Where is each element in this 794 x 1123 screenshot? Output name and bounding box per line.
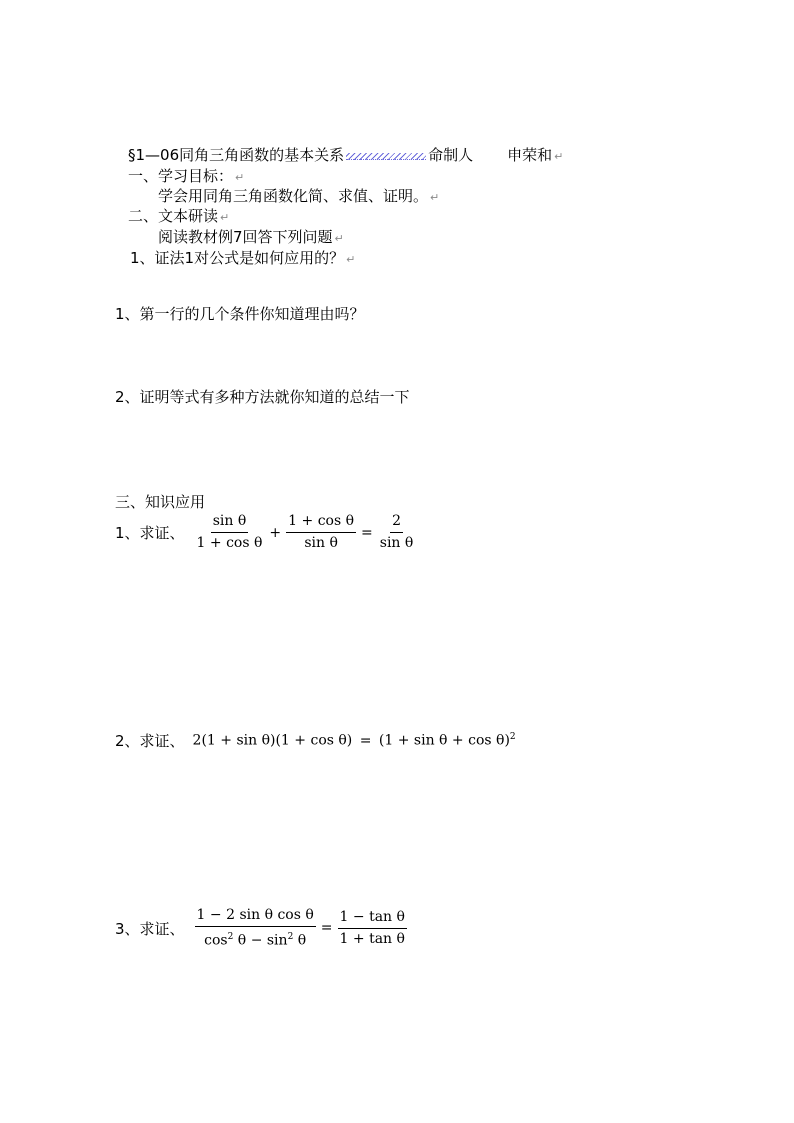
question-item: 1、第一行的几个条件你知道理由吗？ [115,305,365,323]
equation: $\frac{\text{sin θ}}{\text{1 + cos θ}}$ + $\frac{\text{1 + cos θ}}{\text{sin θ}}$ = $\frac{2}{\text{sin θ}}$ [196,513,414,551]
document-title: §1—06同角三角函数的基本关系 [128,146,345,164]
author-label: 命制人 [428,146,474,164]
return-mark: ↵ [334,232,344,245]
fraction: $\frac{2}{\text{sin θ}}$ [379,513,414,551]
fraction: $\frac{\text{1 + cos θ}}{\text{sin θ}}$ [288,513,355,551]
return-mark: ↵ [235,171,245,184]
fraction: $\frac{\text{1 − tan θ}}{\text{1 + tan θ}}$ [339,908,405,947]
problem-3 [115,907,409,950]
return-mark: ↵ [346,253,356,266]
section3-heading: 三、知识应用 [115,493,206,511]
fraction: $\frac{\text{sin θ}}{\text{1 + cos θ}}$ [196,513,263,551]
document-header [128,145,563,167]
question-item: 2、证明等式有多种方法就你知道的总结一下 [115,388,410,406]
section1-text: 学会用同角三角函数化简、求值、证明。 ↵ [158,187,440,205]
problem-1 [115,513,417,552]
problem-label: 1、求证、 [115,524,185,542]
problem-2 [115,730,516,751]
spellcheck-underline [346,153,426,160]
question-item: 1、证法1对公式是如何应用的？ ↵ [130,249,356,267]
section1-heading: 一、学习目标： ↵ [128,167,245,185]
equation: $2(1 + \sin \theta)(1 + \cos \theta) = (1 + \sin \theta + \cos \theta)^2$ [192,732,516,749]
fraction: $\frac{\text{1 − 2 sin θ cos θ}}{\cos^2 \theta - \sin^2 \theta}$ [196,907,314,949]
problem-label: 3、求证、 [115,919,185,938]
return-mark: ↵ [430,191,440,204]
return-mark: ↵ [554,150,564,163]
equation: $\frac{\text{1 − 2 sin θ cos θ}}{\cos^2 \theta - \sin^2 \theta}$ = $\frac{\text{1 − tan θ}}{\text{1 + tan θ}}$ [196,907,405,949]
return-mark: ↵ [220,211,230,224]
section2-text: 阅读教材例7回答下列问题 ↵ [158,228,344,246]
author-name: 申荣和 [507,146,553,164]
problem-label: 2、求证、 [115,732,185,750]
section2-heading: 二、文本研读 ↵ [128,207,230,225]
